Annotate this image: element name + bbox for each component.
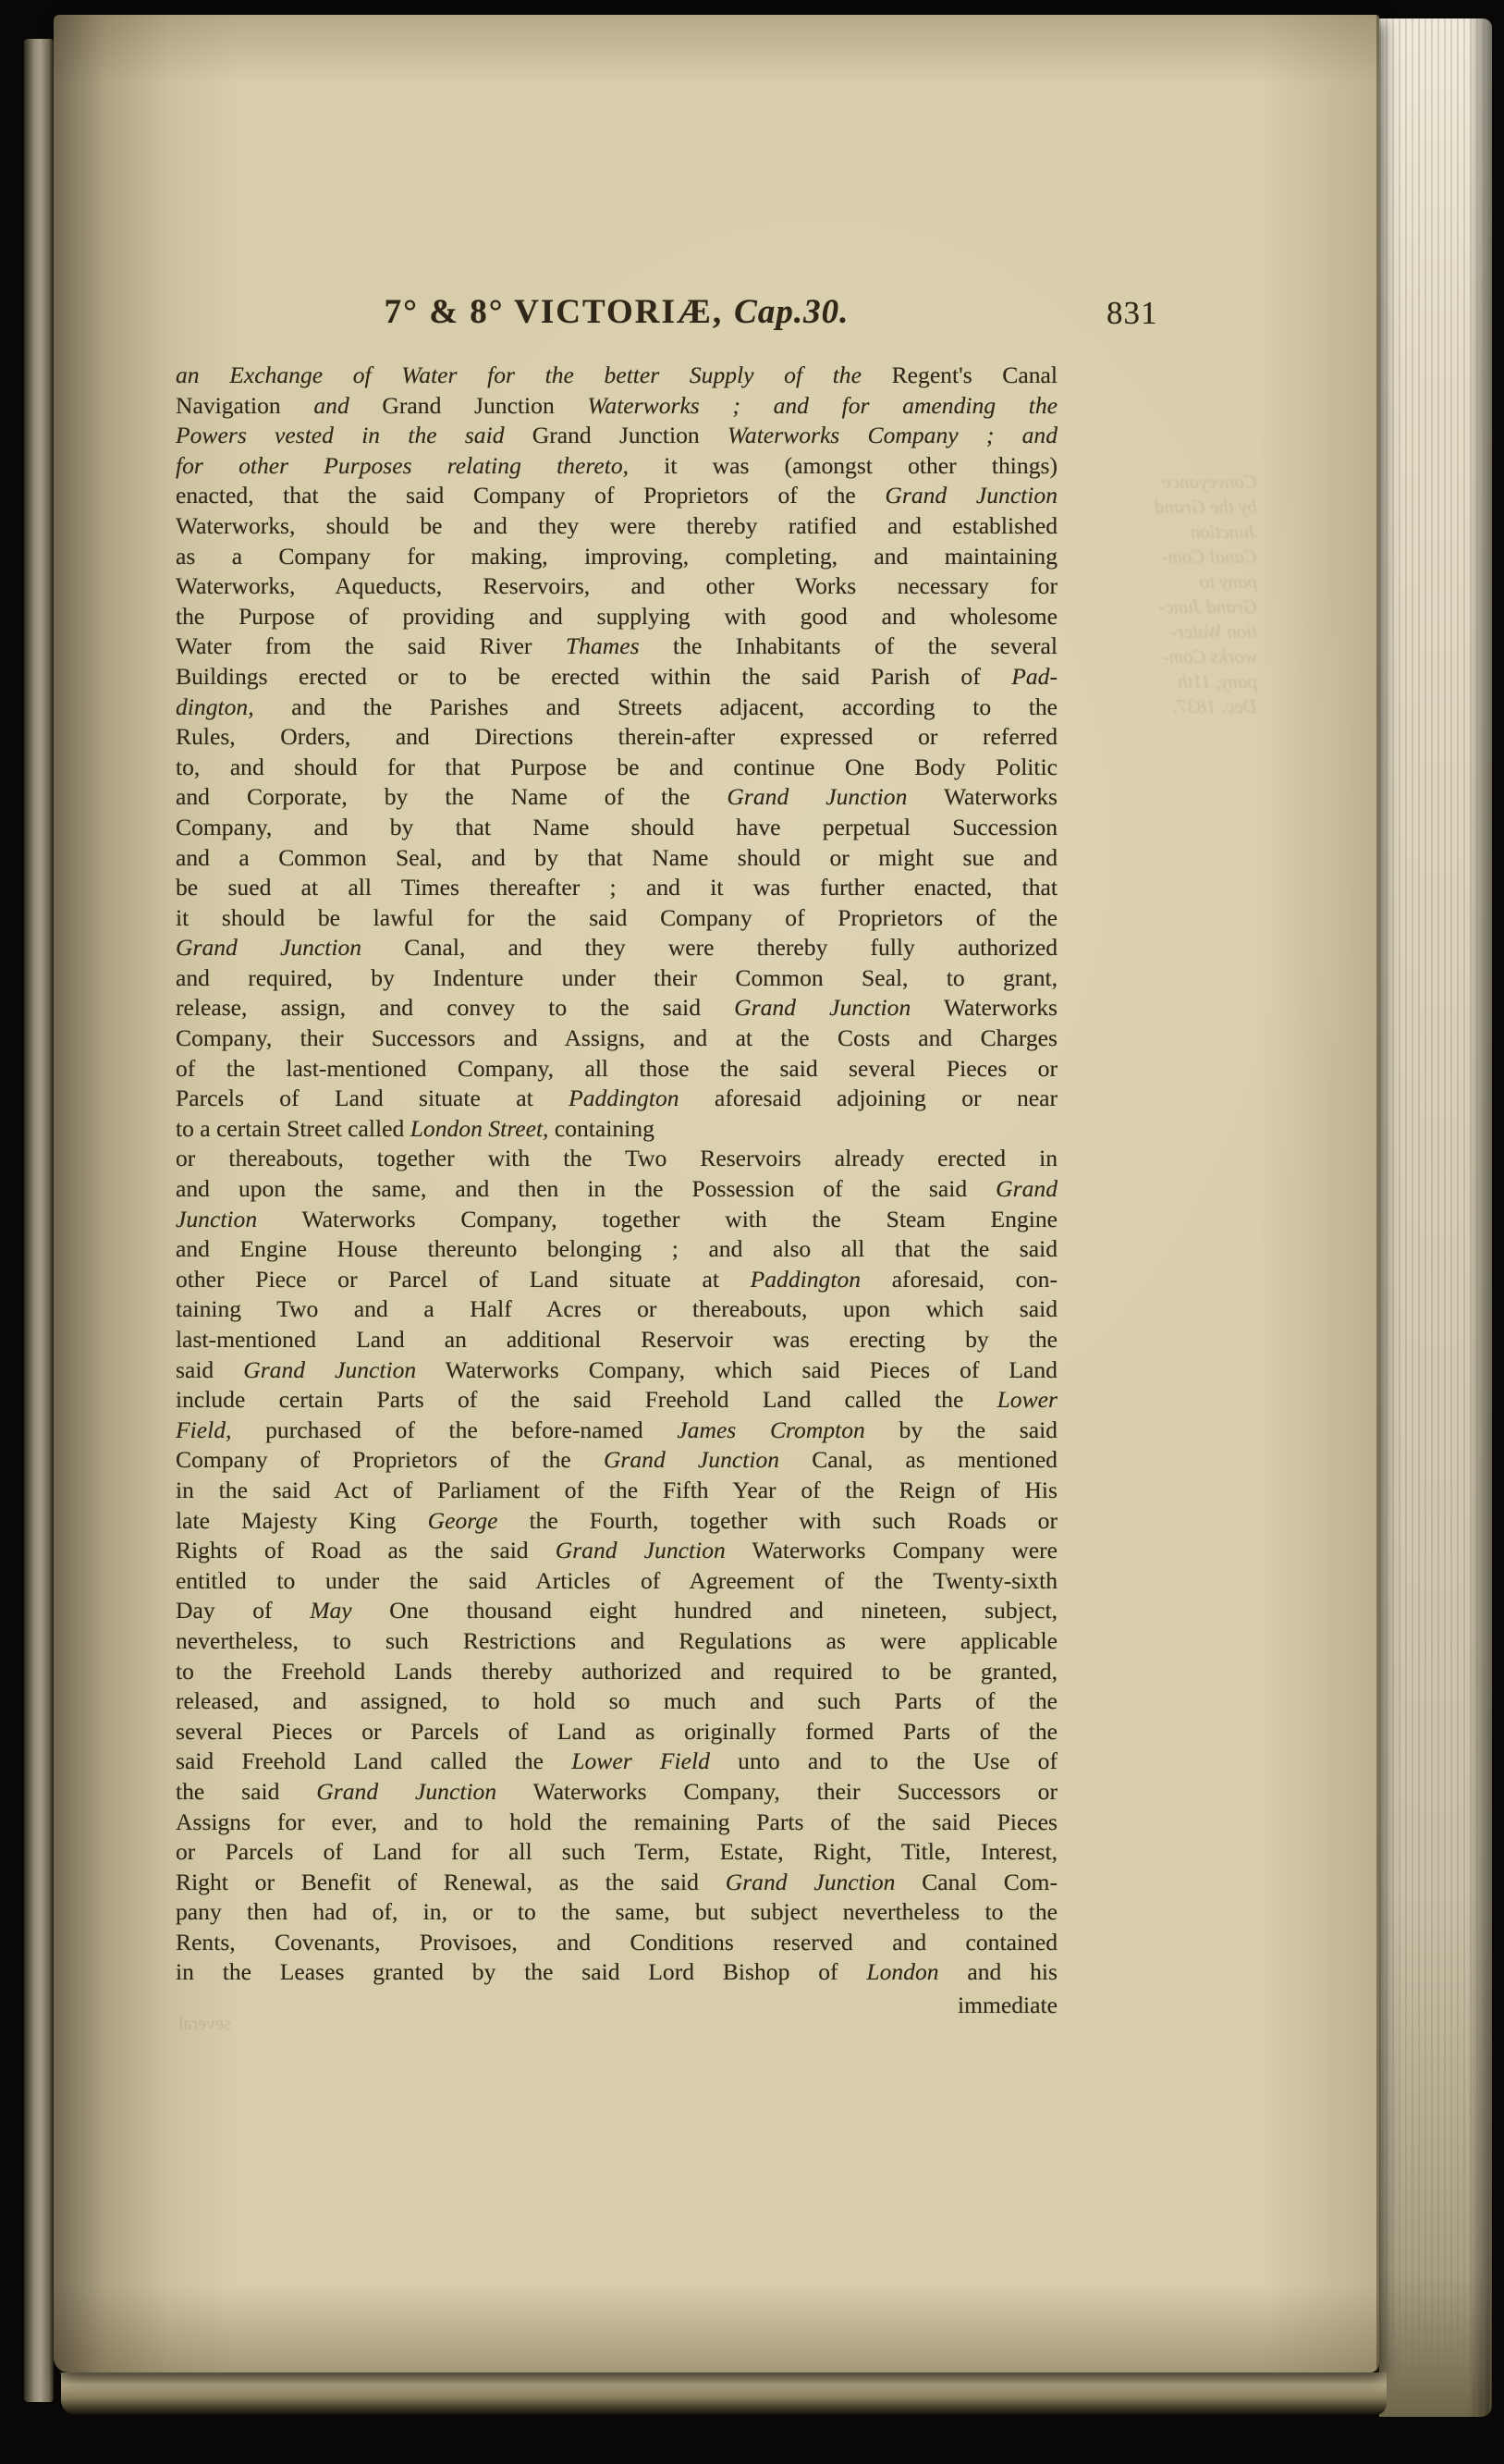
text-line: and Corporate, by the Name of the Grand Junction Waterworks (176, 783, 1058, 811)
text-line: in the Leases granted by the said Lord Bishop of London and his (176, 1958, 1058, 1986)
text-line: Field, purchased of the before-named James Crompton by the said (176, 1416, 1058, 1443)
text-line: in the said Act of Parliament of the Fifth Year of the Reign of His (176, 1476, 1058, 1503)
text-line: for other Purposes relating thereto, it was (amongst other things) (176, 451, 1058, 479)
text-line: release, assign, and convey to the said Grand Junction Waterworks (176, 994, 1058, 1022)
text-line: Right or Benefit of Renewal, as the said Grand Junction Canal Com- (176, 1868, 1058, 1895)
text-line: it should be lawful for the said Company of Proprietors of the (176, 903, 1058, 931)
regnal-title: 7° & 8° VICTORIÆ, (384, 293, 724, 331)
text-line: Rights of Road as the said Grand Junction Waterworks Company were (176, 1537, 1058, 1564)
book-fore-edge (1379, 18, 1492, 2417)
text-line: entitled to under the said Articles of Agreement of the Twenty-sixth (176, 1566, 1058, 1594)
body-text (176, 361, 1058, 2021)
text-line: Rules, Orders, and Directions therein-after expressed or referred (176, 723, 1058, 751)
text-line: Company, and by that Name should have perpetual Succession (176, 813, 1058, 840)
text-line: an Exchange of Water for the better Supply of the Regent's Canal (176, 362, 1058, 388)
text-line: said Grand Junction Waterworks Company, which said Pieces of Land (176, 1355, 1058, 1383)
chapter-title: Cap.30. (734, 293, 850, 331)
text-line: and upon the same, and then in the Possession of the said Grand (176, 1175, 1058, 1203)
text-line: late Majesty King George the Fourth, together with such Roads or (176, 1506, 1058, 1534)
book-bottom-edge (61, 2372, 1387, 2415)
text-line: Junction Waterworks Company, together with the Steam Engine (176, 1205, 1058, 1232)
text-line: Powers vested in the said Grand Junction Waterworks Company ; and (176, 422, 1058, 449)
text-line: of the last-mentioned Company, all those the said several Pieces or (176, 1054, 1058, 1082)
bleedthrough-note: Conveyance by the Grand Junction Canal Com- pany to Grand Junc- tion Water- works Com- pany, 11th Dec. 1837. (1155, 471, 1257, 717)
text-line: include certain Parts of the said Freehold Land called the Lower (176, 1386, 1058, 1414)
text-line: and a Common Seal, and by that Name should or might sue and (176, 843, 1058, 871)
scanned-page (54, 15, 1379, 2372)
text-line: or Parcels of Land for all such Term, Estate, Right, Title, Interest, (176, 1838, 1058, 1866)
text-line: the said Grand Junction Waterworks Company, their Successors or (176, 1777, 1058, 1805)
text-line: nevertheless, to such Restrictions and Regulations as were applicable (176, 1626, 1058, 1654)
text-line: Company of Proprietors of the Grand Junction Canal, as mentioned (176, 1446, 1058, 1474)
text-line: Company, their Successors and Assigns, and at the Costs and Charges (176, 1024, 1058, 1052)
text-line: as a Company for making, improving, completing, and maintaining (176, 542, 1058, 570)
text-line: Grand Junction Canal, and they were thereby fully authorized (176, 934, 1058, 962)
text-line: Navigation and Grand Junction Waterworks ; and for amending the (176, 391, 1058, 419)
text-line: enacted, that the said Company of Proprietors of the Grand Junction (176, 482, 1058, 509)
text-line: dington, and the Parishes and Streets adjacent, according to the (176, 693, 1058, 720)
text-line: pany then had of, in, or to the same, but subject nevertheless to the (176, 1898, 1058, 1926)
page-header (176, 292, 1058, 332)
text-line: Day of May One thousand eight hundred and nineteen, subject, (176, 1597, 1058, 1624)
text-line: last-mentioned Land an additional Reservoir was erecting by the (176, 1326, 1058, 1353)
text-line: be sued at all Times thereafter ; and it was further enacted, that (176, 874, 1058, 901)
text-line: said Freehold Land called the Lower Field unto and to the Use of (176, 1747, 1058, 1775)
text-line: or thereabouts, together with the Two Reservoirs already erected in (176, 1145, 1058, 1172)
text-line: Waterworks, Aqueducts, Reservoirs, and other Works necessary for (176, 572, 1058, 600)
catchword: immediate (957, 1992, 1058, 2019)
text-line: Water from the said River Thames the Inhabitants of the several (176, 632, 1058, 660)
text-line: Rents, Covenants, Provisoes, and Conditions reserved and contained (176, 1928, 1058, 1955)
text-line: Parcels of Land situate at Paddington aforesaid adjoining or near (176, 1085, 1058, 1112)
text-line: and required, by Indenture under their Common Seal, to grant, (176, 963, 1058, 991)
bleedthrough-fragment: several (178, 2014, 231, 2034)
text-line: released, and assigned, to hold so much and such Parts of the (176, 1687, 1058, 1715)
text-line: to the Freehold Lands thereby authorized and required to be granted, (176, 1657, 1058, 1685)
text-line: to, and should for that Purpose be and continue One Body Politic (176, 753, 1058, 780)
text-line: Buildings erected or to be erected within the said Parish of Pad- (176, 662, 1058, 690)
text-line: other Piece or Parcel of Land situate at Paddington aforesaid, con- (176, 1265, 1058, 1293)
facing-page-edge (24, 39, 54, 2402)
text-line: taining Two and a Half Acres or thereabouts, upon which said (176, 1295, 1058, 1323)
text-line: Waterworks, should be and they were thereby ratified and established (176, 511, 1058, 539)
text-line: the Purpose of providing and supplying with good and wholesome (176, 602, 1058, 630)
text-line: to a certain Street called London Street, containing (176, 1114, 654, 1142)
page-number: 831 (1107, 295, 1158, 331)
text-line: several Pieces or Parcels of Land as originally formed Parts of the (176, 1717, 1058, 1745)
text-line: Assigns for ever, and to hold the remaining Parts of the said Pieces (176, 1808, 1058, 1835)
text-line: and Engine House thereunto belonging ; and also all that the said (176, 1235, 1058, 1263)
